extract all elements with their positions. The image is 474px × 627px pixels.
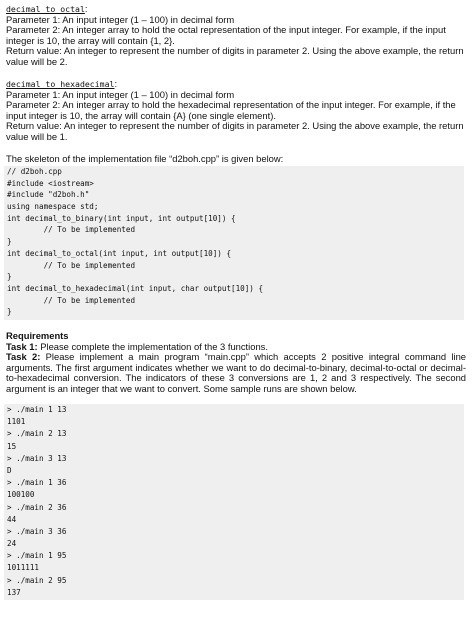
code-line: // d2boh.cpp	[7, 167, 62, 176]
sample-run-line: > ./main 1 13	[7, 405, 67, 414]
hex-param2-line2: input integer is 10, the array will contain {A} (one single element).	[6, 109, 276, 121]
sample-run-line: D	[7, 465, 12, 475]
octal-return-line2: value will be 2.	[6, 55, 68, 67]
code-line: int decimal_to_octal(int input, int output[10]) {	[7, 248, 232, 258]
task1-text: Please complete the implementation of the 3 functions.	[37, 340, 268, 352]
task1-label: Task 1:	[6, 340, 38, 352]
octal-function-title: decimal_to_octal	[6, 4, 85, 14]
task2-label: Task 2:	[6, 351, 41, 363]
sample-run-line: 1101	[7, 417, 26, 427]
sample-run-line: 44	[7, 514, 17, 524]
sample-run-line: > ./main 2 13	[7, 429, 67, 439]
sample-run-line: 24	[7, 539, 17, 549]
code-line: #include <iostream>	[7, 178, 94, 188]
sample-run-line: > ./main 2 36	[7, 502, 67, 512]
hex-param1: Parameter 1: An input integer (1 – 100) in decimal form	[6, 88, 235, 100]
hex-param2-line1: Parameter 2: An integer array to hold the hexadecimal representation of the input integer. For example, if the	[6, 99, 456, 111]
octal-param1: Parameter 1: An input integer (1 – 100) in decimal form	[6, 13, 235, 25]
sample-runs-block	[4, 404, 464, 600]
sample-run-line: > ./main 2 95	[7, 575, 67, 585]
sample-run-line: 1011111	[7, 563, 40, 573]
skeleton-code-block	[4, 166, 464, 320]
code-line: }	[7, 237, 12, 247]
code-line: using namespace std;	[7, 202, 99, 212]
task2-text: Please implement a main program “main.cpp” which accepts 2 positive integral command line arguments. The first argument indicates whether we want to do decimal-to-binary, decimal-to-octal or decimal-to-hexadecimal conversion. The indicators of these 3 conversions are 1, 2 and 3 respectively. The second argument is an integer that we want to convert. Some sample runs are shown below.	[6, 351, 466, 394]
sample-run-line: 15	[7, 441, 17, 451]
sample-run-line: > ./main 3 36	[7, 526, 67, 536]
octal-param2-line1: Parameter 2: An integer array to hold the octal representation of the input integer. For example, if the input	[6, 24, 446, 36]
hex-title-colon: :	[114, 78, 118, 89]
code-line: // To be implemented	[7, 295, 136, 305]
sample-run-line: 137	[7, 587, 21, 597]
hex-return-line2: value will be 1.	[6, 130, 68, 142]
octal-section	[6, 4, 466, 68]
code-line: }	[7, 272, 12, 282]
code-line: // To be implemented	[7, 260, 136, 270]
sample-run-line: > ./main 3 13	[7, 453, 67, 463]
hex-function-title: decimal_to_hexadecimal	[6, 79, 115, 89]
octal-param2-line2: integer is 10, the array will contain {1, 2}.	[6, 34, 175, 46]
octal-title-colon: :	[84, 3, 88, 14]
sample-run-line: > ./main 1 95	[7, 551, 67, 561]
requirements-heading: Requirements	[6, 330, 69, 341]
sample-run-line: > ./main 1 36	[7, 478, 67, 488]
requirements-section	[6, 331, 466, 395]
sample-run-line: 100100	[7, 490, 35, 500]
octal-return-line1: Return value: An integer to represent the number of digits in parameter 2. Using the above example, the return	[6, 45, 464, 57]
hex-return-line1: Return value: An integer to represent the number of digits in parameter 2. Using the above example, the return	[6, 120, 464, 132]
code-line: int decimal_to_binary(int input, int output[10]) {	[7, 213, 236, 223]
code-line: #include "d2boh.h"	[7, 190, 90, 200]
code-line: int decimal_to_hexadecimal(int input, char output[10]) {	[7, 283, 264, 293]
code-line: // To be implemented	[7, 225, 136, 235]
skeleton-intro: The skeleton of the implementation file “d2boh.cpp” is given below:	[6, 153, 284, 164]
hex-section	[6, 79, 466, 143]
code-line: }	[7, 307, 12, 317]
